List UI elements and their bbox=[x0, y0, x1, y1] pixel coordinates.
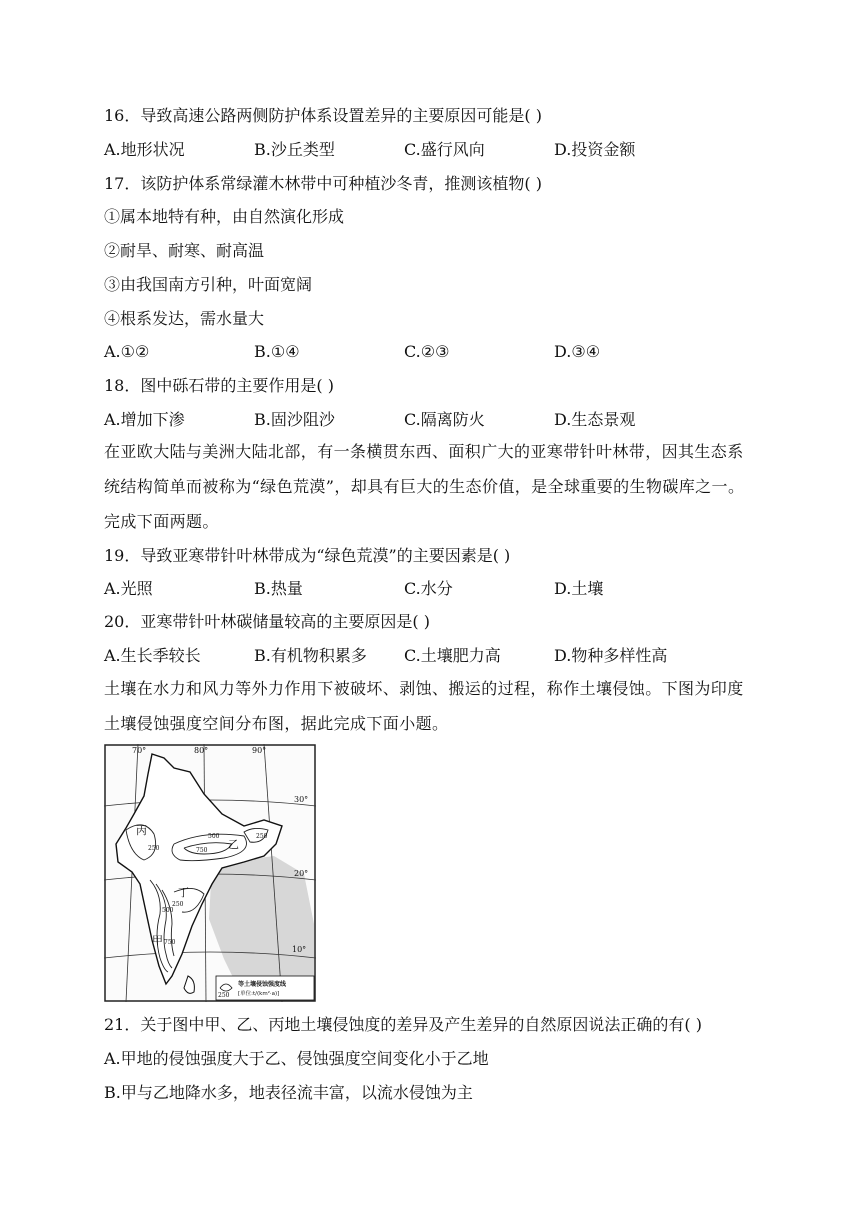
question-21-stem: 21．关于图中甲、乙、丙地土壤侵蚀度的差异及产生差异的自然原因说法正确的有( ) bbox=[104, 1015, 702, 1034]
option-b: B.热量 bbox=[254, 579, 303, 598]
option-a: A.光照 bbox=[104, 579, 153, 598]
option-d: D.生态景观 bbox=[554, 410, 636, 429]
india-erosion-map bbox=[104, 744, 316, 1002]
option-b: B.固沙阻沙 bbox=[254, 410, 335, 429]
option-c: C.土壤肥力高 bbox=[404, 646, 501, 665]
lat-label-30: 30° bbox=[294, 795, 309, 804]
place-label-ding: 丁 bbox=[178, 886, 189, 899]
lon-label-80: 80° bbox=[194, 746, 209, 755]
contour-label: 250 bbox=[256, 833, 268, 840]
option-c: C.隔离防火 bbox=[404, 410, 485, 429]
passage-taiga: 在亚欧大陆与美洲大陆北部，有一条横贯东西、面积广大的亚寒带针叶林带，因其生态系统结构简单而被称为“绿色荒漠”，却具有巨大的生态价值，是全球重要的生物碳库之一。完成下面两题。 bbox=[104, 442, 745, 531]
contour-label: 500 bbox=[162, 907, 174, 914]
question-19-stem: 19．导致亚寒带针叶林带成为“绿色荒漠”的主要因素是( ) bbox=[104, 546, 511, 565]
option-a: A.①② bbox=[104, 342, 150, 361]
option-a: A.生长季较长 bbox=[104, 646, 201, 665]
option-b: B.有机物积累多 bbox=[254, 646, 367, 665]
contour-label: 750 bbox=[196, 847, 208, 854]
lat-label-10: 10° bbox=[292, 945, 307, 954]
legend-value: 250 bbox=[218, 992, 230, 999]
question-17-statement-3: ③由我国南方引种，叶面宽阔 bbox=[104, 275, 313, 294]
option-c: C.②③ bbox=[404, 342, 450, 361]
option-d: D.③④ bbox=[554, 342, 601, 361]
lon-label-90: 90° bbox=[252, 746, 267, 755]
place-label-yi: 乙 bbox=[228, 838, 239, 851]
map-legend bbox=[216, 976, 314, 1000]
question-17-statement-2: ②耐旱、耐寒、耐高温 bbox=[104, 241, 265, 260]
question-20-stem: 20．亚寒带针叶林碳储量较高的主要原因是( ) bbox=[104, 612, 430, 631]
place-label-jia: 甲 bbox=[152, 934, 163, 947]
option-d: D.物种多样性高 bbox=[554, 646, 668, 665]
passage-soil-erosion: 土壤在水力和风力等外力作用下被破坏、剥蚀、搬运的过程，称作土壤侵蚀。下图为印度土壤侵蚀强度空间分布图，据此完成下面小题。 bbox=[104, 679, 744, 733]
lon-label-70: 70° bbox=[132, 746, 147, 755]
contour-label: 250 bbox=[148, 845, 160, 852]
question-18-stem: 18．图中砾石带的主要作用是( ) bbox=[104, 376, 334, 395]
lat-label-20: 20° bbox=[294, 869, 309, 878]
question-21-choice-b: B.甲与乙地降水多，地表径流丰富，以流水侵蚀为主 bbox=[104, 1083, 473, 1102]
contour-label: 750 bbox=[164, 939, 176, 946]
option-c: C.水分 bbox=[404, 579, 453, 598]
option-a: A.增加下渗 bbox=[104, 410, 185, 429]
place-label-bing: 丙 bbox=[136, 824, 147, 837]
contour-label: 250 bbox=[172, 901, 184, 908]
option-b: B.①④ bbox=[254, 342, 300, 361]
option-c: C.盛行风向 bbox=[404, 140, 485, 159]
option-d: D.土壤 bbox=[554, 579, 604, 598]
contour-label: 500 bbox=[208, 833, 220, 840]
question-17-stem: 17．该防护体系常绿灌木林带中可种植沙冬青，推测该植物( ) bbox=[104, 174, 542, 193]
legend-unit: [单位:t/(km²·a)] bbox=[238, 991, 280, 997]
option-a: A.地形状况 bbox=[104, 140, 185, 159]
question-16-stem: 16．导致高速公路两侧防护体系设置差异的主要原因可能是( ) bbox=[104, 106, 542, 125]
option-d: D.投资金额 bbox=[554, 140, 636, 159]
question-17-statement-4: ④根系发达，需水量大 bbox=[104, 309, 265, 328]
question-21-choice-a: A.甲地的侵蚀强度大于乙、侵蚀强度空间变化小于乙地 bbox=[104, 1049, 489, 1068]
legend-title: 等土壤侵蚀强度线 bbox=[238, 981, 287, 988]
question-17-statement-1: ①属本地特有种，由自然演化形成 bbox=[104, 207, 345, 226]
option-b: B.沙丘类型 bbox=[254, 140, 335, 159]
